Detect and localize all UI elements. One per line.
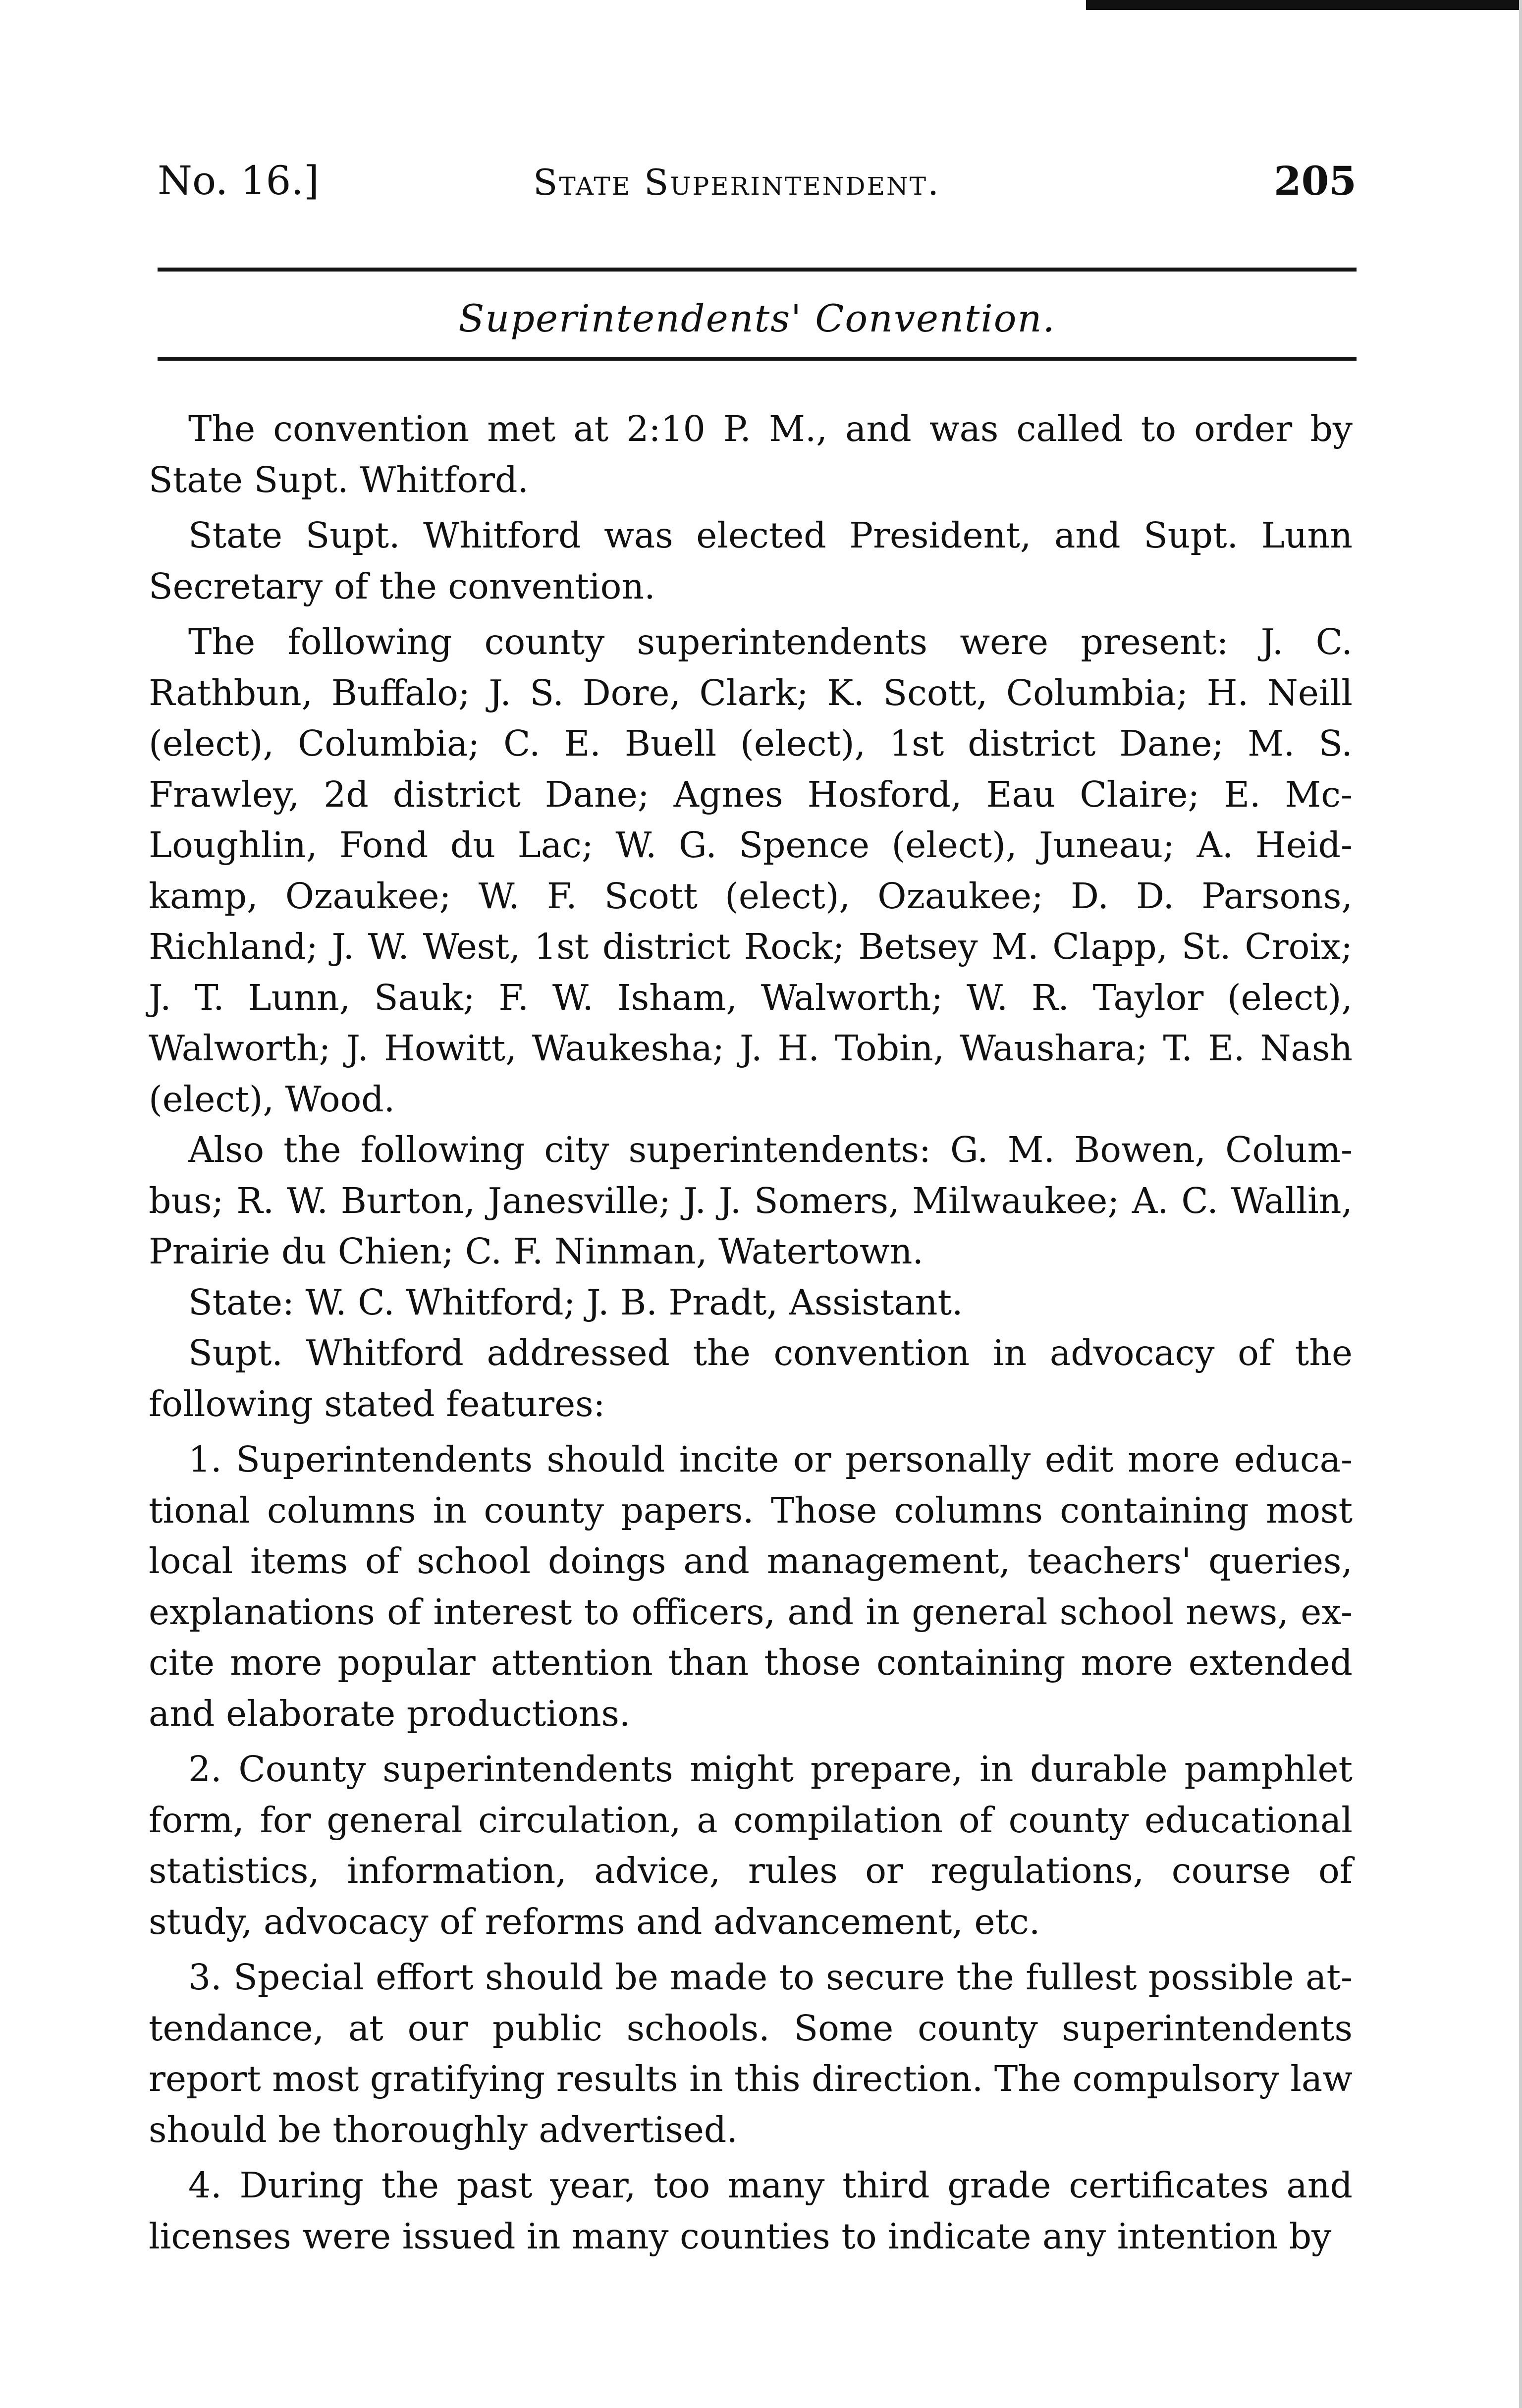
paragraph-county-superintendents: The following county superintendents were present: J. C. Rathbun, Buffalo; J. S. Dore, Clark; K. Scott, Columbia; H. Neill (elect), Columbia; C. E. Buell (elect), 1st district Dane; M. S. Frawley, 2d district Dane; Agnes Hosford, Eau Claire; E. Mc-Loughlin, Fond du Lac; W. G. Spence (elect), Juneau; A. Heid-kamp, Ozaukee; W. F. Scott (elect), Ozaukee; D. D. Parsons, Richland; J. W. West, 1st district Rock; Betsey M. Clapp, St. Croix; J. T. Lunn, Sauk; F. W. Isham, Walworth; W. R. Taylor (elect), Walworth; J. Howitt, Waukesha; J. H. Tobin, Waushara; T. E. Nash (elect), Wood. bbox=[149, 621, 1353, 1120]
paragraph-state: State: W. C. Whitford; J. B. Pradt, Assistant. bbox=[188, 1281, 963, 1323]
document-number: No. 16.] bbox=[158, 158, 320, 204]
running-title: State Superintendent. bbox=[533, 162, 940, 203]
paragraph-feature-4: 4. During the past year, too many third grade certificates and licenses were issued in many counties to indicate any intention by bbox=[149, 2165, 1353, 2257]
page-number: 205 bbox=[1274, 158, 1357, 204]
paragraph-city-superintendents: Also the following city superintendents: G. M. Bowen, Colum-bus; R. W. Burton, Janesville; J. J. Somers, Milwaukee; A. C. Wallin, Prairie du Chien; C. F. Ninman, Watertown. bbox=[149, 1129, 1353, 1272]
header-rule-bottom bbox=[158, 357, 1357, 361]
paragraph-feature-1: 1. Superintendents should incite or personally edit more educa-tional columns in county papers. Those columns containing most local items of school doings and management, teachers' queries, explanations of interest to officers, and in general school news, ex-cite more popular attention than those containing more extended and elaborate productions. bbox=[149, 1439, 1353, 1734]
paragraph-officers: State Supt. Whitford was elected President, and Supt. Lunn Secretary of the convention. bbox=[149, 515, 1353, 607]
header-rule-top bbox=[158, 268, 1357, 272]
paragraph-feature-3: 3. Special effort should be made to secure the fullest possible at-tendance, at our public schools. Some county superintendents report most gratifying results in this direction. The compulsory law should be thoroughly advertised. bbox=[149, 1957, 1353, 2150]
paragraph-address-intro: Supt. Whitford addressed the convention in advocacy of the following stated features: bbox=[149, 1332, 1353, 1424]
scan-edge-side bbox=[1519, 0, 1522, 2408]
running-head bbox=[158, 158, 1357, 217]
scan-edge-bar bbox=[1086, 0, 1522, 10]
section-title: Superintendents' Convention. bbox=[458, 296, 1056, 340]
paragraph-feature-2: 2. County superintendents might prepare, in durable pamphlet form, for general circulation, a compilation of county educational statistics, information, advice, rules or regulations, course of study, advocacy of reforms and advancement, etc. bbox=[149, 1749, 1353, 1942]
paragraph-called-to-order: The convention met at 2:10 P. M., and was called to order by State Supt. Whitford. bbox=[149, 408, 1353, 500]
body-text bbox=[149, 404, 1353, 2267]
